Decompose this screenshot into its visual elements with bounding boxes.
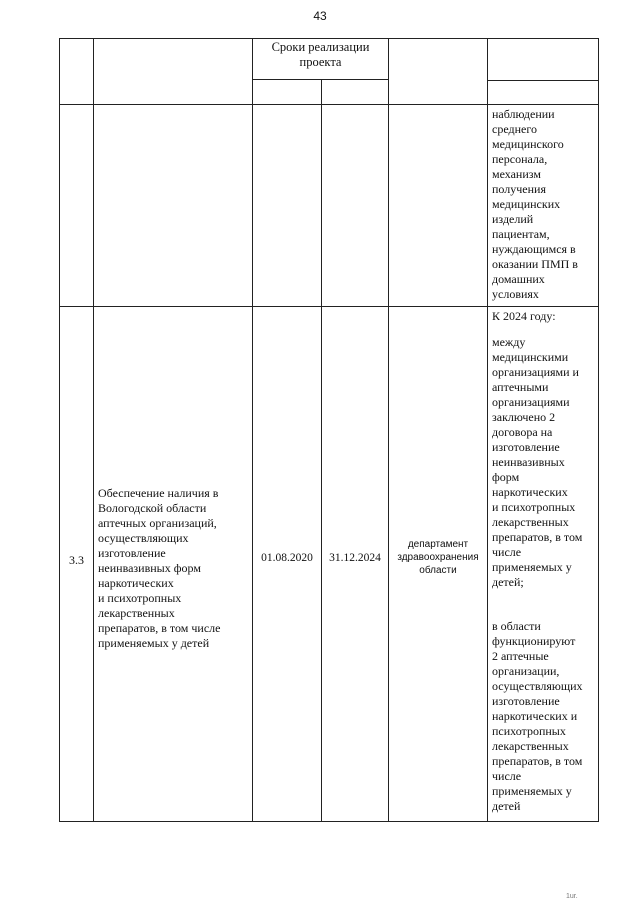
result-line: функционируют <box>492 634 576 648</box>
result-line: препаратов, в том <box>492 754 583 768</box>
name-line: изготовление <box>98 546 166 560</box>
responsible-cell <box>389 538 487 577</box>
responsible-line: департамент <box>407 539 469 550</box>
result-line: аптечными <box>492 380 549 394</box>
header-subdivider <box>252 79 388 80</box>
result-line: домашних <box>492 272 545 286</box>
result-line: медицинского <box>492 137 564 151</box>
terms-header-line2: проекта <box>299 55 342 69</box>
result-part1 <box>492 335 596 590</box>
result-line: осуществляющих <box>492 679 583 693</box>
result-line: в области <box>492 619 541 633</box>
result-line: лекарственных <box>492 739 569 753</box>
name-line: Вологодской области <box>98 501 207 515</box>
result-line: изготовление <box>492 694 560 708</box>
result-line: неинвазивных <box>492 455 565 469</box>
result-line: и психотропных <box>492 500 576 514</box>
row-number: 3.3 <box>69 553 84 567</box>
col-divider-1 <box>93 38 94 822</box>
result-line: детей <box>492 799 521 813</box>
responsible-line: области <box>419 565 457 576</box>
result-line: среднего <box>492 122 537 136</box>
result-line: медицинскими <box>492 350 569 364</box>
col-divider-4 <box>388 38 389 822</box>
result-line: между <box>492 335 526 349</box>
result-line: наркотических и <box>492 709 578 723</box>
result-line: числе <box>492 545 522 559</box>
result-line: наркотических <box>492 485 568 499</box>
result-line: организациями <box>492 395 570 409</box>
result-line: организациями и <box>492 365 579 379</box>
col-border-left <box>59 38 60 822</box>
footer-mark: 1ur. <box>566 893 578 900</box>
row-divider-header <box>59 104 599 105</box>
table-border-bottom <box>59 821 599 822</box>
name-line: препаратов, в том числе <box>98 621 221 635</box>
start-date: 01.08.2020 <box>261 552 313 564</box>
result-heading: К 2024 году: <box>492 309 556 323</box>
result-line: пациентам, <box>492 227 550 241</box>
result-line: детей; <box>492 575 524 589</box>
name-line: осуществляющих <box>98 531 189 545</box>
responsible-line: здравоохранения <box>397 552 479 563</box>
end-date: 31.12.2024 <box>329 552 381 564</box>
result-line: договора на <box>492 425 553 439</box>
result-line: получения <box>492 182 546 196</box>
result-line: лекарственных <box>492 515 569 529</box>
name-line: неинвазивных форм <box>98 561 201 575</box>
name-line: лекарственных <box>98 606 175 620</box>
result-line: персонала, <box>492 152 548 166</box>
result-line: заключено 2 <box>492 410 556 424</box>
name-line: наркотических <box>98 576 174 590</box>
result-line: числе <box>492 769 522 783</box>
col-divider-5 <box>487 38 488 822</box>
result-line: медицинских <box>492 197 561 211</box>
header-subdivider-2 <box>487 80 599 81</box>
result-line: психотропных <box>492 724 566 738</box>
continuation-result-cell <box>492 107 596 302</box>
result-line: препаратов, в том <box>492 530 583 544</box>
result-line: наблюдении <box>492 107 555 121</box>
terms-header-line1: Сроки реализации <box>271 40 370 54</box>
table-border-top <box>59 38 599 39</box>
result-line: 2 аптечные <box>492 649 549 663</box>
row-divider-continuation <box>59 306 599 307</box>
result-line: применяемых у <box>492 784 572 798</box>
result-part2 <box>492 619 596 814</box>
col-border-right <box>598 38 599 822</box>
result-line: изготовление <box>492 440 560 454</box>
measure-name-cell <box>98 486 250 651</box>
result-line: изделий <box>492 212 534 226</box>
result-line: условиях <box>492 287 539 301</box>
terms-header <box>253 40 388 70</box>
name-line: аптечных организаций, <box>98 516 217 530</box>
col-divider-2 <box>252 38 253 822</box>
result-line: форм <box>492 470 520 484</box>
col-divider-3 <box>321 79 322 822</box>
result-line: организации, <box>492 664 560 678</box>
name-line: Обеспечение наличия в <box>98 486 219 500</box>
name-line: и психотропных <box>98 591 182 605</box>
page-number: 43 <box>313 9 327 23</box>
name-line: применяемых у детей <box>98 636 210 650</box>
result-line: применяемых у <box>492 560 572 574</box>
result-line: оказании ПМП в <box>492 257 578 271</box>
result-line: механизм <box>492 167 541 181</box>
result-line: нуждающимся в <box>492 242 576 256</box>
